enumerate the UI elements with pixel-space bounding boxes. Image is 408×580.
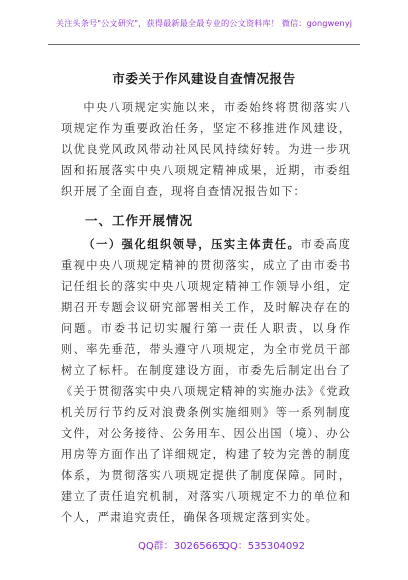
footer-qq-group: QQ群：30265665 <box>138 541 225 552</box>
section-paragraph <box>61 234 351 528</box>
section-heading: 一、工作开展情况 <box>85 213 194 228</box>
subsection-body: 市委高度重视中央八项规定精神的贯彻落实，成立了由市委书记任组长的落实中央八项规定精神工作领导小组，定期召开专题会议研究部署相关工作，及时解决存在的问题。市委书记切实履行第一责任人职责，以身作则、率先垂范，带头遵守八项规定，为全市党员干部树立了标杆。在制度建设方面，市委先后制定出台了《关于贯彻落实中央八项规定精神的实施办法》《党政机关厉行节约反对浪费条例实施细则》等一系列制度文件，对公务接待、公务用车、因公出国（境）、办公用房等方面作出了详细规定，构建了较为完善的制度体系，为贯彻落实八项规定提供了制度保障。同时，建立了责任追究机制，对落实八项规定不力的单位和个人，严肃追究责任，确保各项规定落到实处。 <box>61 238 351 524</box>
subsection-lead: （一）强化组织领导，压实主体责任。 <box>83 237 301 251</box>
header-banner: 关注头条号"公文研究"，获得最新最全最专业的公文资料库！ 微信：gongwenyj <box>55 18 353 28</box>
document-title: 市委关于作风建设自查情况报告 <box>112 71 296 86</box>
footer-qq-number: QQ：535304092 <box>222 541 306 552</box>
header-divider <box>48 44 360 45</box>
intro-paragraph: 中央八项规定实施以来，市委始终将贯彻落实八项规定作为重要政治任务，坚定不移推进作风建设，以优良党风政风带动社风民风持续好转。为进一步巩固和拓展落实中央八项规定精神成果，近期，市委组织开展了全面自查，现将自查情况报告如下： <box>61 101 351 198</box>
